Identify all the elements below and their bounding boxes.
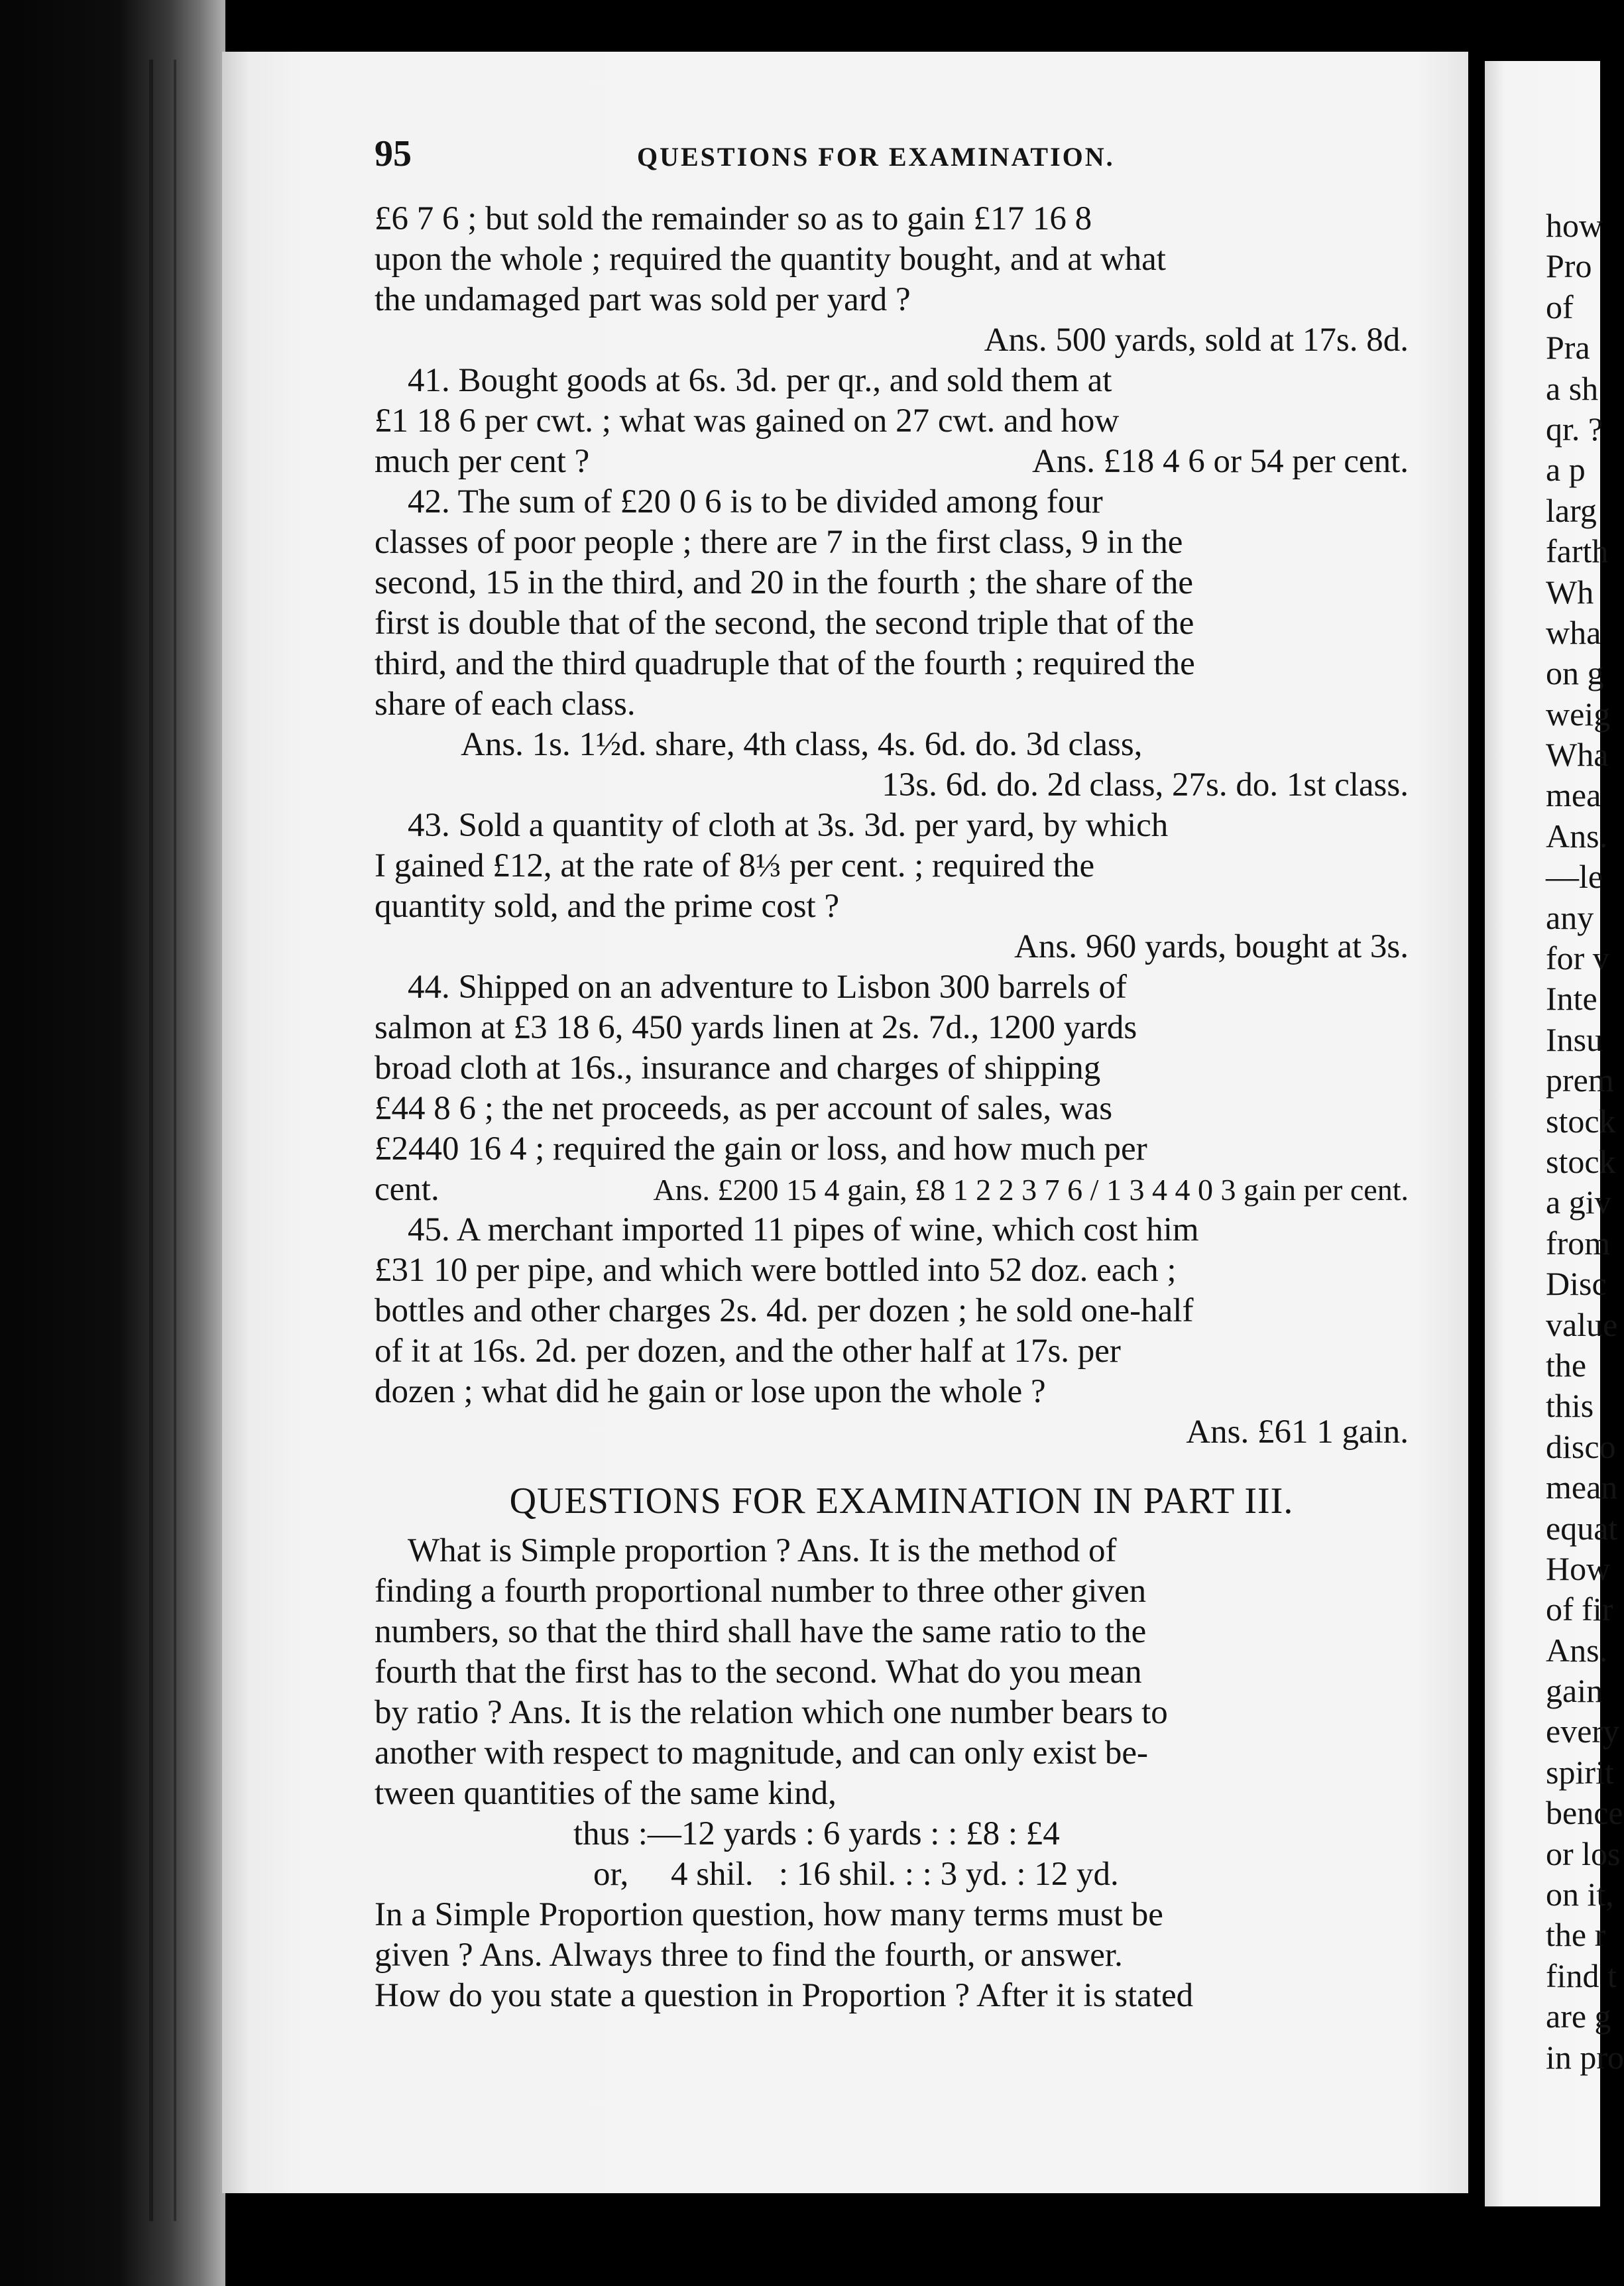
proportion-example: or, 4 shil. : 16 shil. : : 3 yd. : 12 yd.: [593, 1856, 1119, 1893]
text-line: What is Simple proportion ? Ans. It is the method of: [408, 1532, 1117, 1569]
facing-page-fragment: How: [1546, 1549, 1611, 1587]
facing-page-fragment: in pro: [1546, 2038, 1624, 2076]
facing-page-fragment: stock: [1546, 1102, 1616, 1140]
facing-page-text: [1546, 206, 1624, 2128]
facing-page-fragment: a sh: [1546, 369, 1599, 407]
text-line: In a Simple Proportion question, how many terms must be: [375, 1896, 1163, 1933]
facing-page-fragment: —le: [1546, 858, 1603, 896]
facing-page-fragment: Disc: [1546, 1265, 1607, 1303]
text-line: £31 10 per pipe, and which were bottled into 52 doz. each ;: [375, 1252, 1177, 1289]
answer-line: Ans. 1s. 1½d. share, 4th class, 4s. 6d. do. 3d class,: [461, 726, 1143, 763]
facing-page-fragment: on it,: [1546, 1876, 1614, 1913]
question-43: 43. Sold a quantity of cloth at 3s. 3d. per yard, by which: [408, 807, 1169, 844]
facing-page-fragment: of fir: [1546, 1591, 1613, 1628]
text-line: broad cloth at 16s., insurance and charges of shipping: [375, 1050, 1101, 1087]
facing-page-fragment: Ans.: [1546, 1631, 1608, 1669]
section-heading: QUESTIONS FOR EXAMINATION IN PART III.: [509, 1480, 1294, 1522]
facing-page-fragment: Pro: [1546, 247, 1592, 285]
facing-page-fragment: find t: [1546, 1956, 1617, 1994]
text-line: another with respect to magnitude, and can only exist be-: [375, 1734, 1148, 1772]
text-line: first is double that of the second, the second triple that of the: [375, 605, 1194, 642]
facing-page-fragment: farth: [1546, 532, 1609, 570]
facing-page-fragment: a giv: [1546, 1183, 1611, 1221]
facing-page-fragment: for v: [1546, 939, 1609, 977]
answer-line: Ans. 500 yards, sold at 17s. 8d.: [984, 322, 1409, 359]
text-line: £2440 16 4 ; required the gain or loss, and how much per: [375, 1130, 1147, 1168]
text-line: quantity sold, and the prime cost ?: [375, 888, 840, 925]
text-line: much per cent ? Ans. £18 4 6 or 54 per cent.: [375, 442, 1409, 482]
text-line: bottles and other charges 2s. 4d. per dozen ; he sold one-half: [375, 1292, 1194, 1329]
facing-page-fragment: every: [1546, 1713, 1620, 1750]
facing-page-fragment: of: [1546, 288, 1574, 326]
text-line: dozen ; what did he gain or lose upon the whole ?: [375, 1373, 1046, 1410]
text-line: £6 7 6 ; but sold the remainder so as to gain £17 16 8: [375, 200, 1092, 237]
facing-page-fragment: this: [1546, 1387, 1594, 1425]
facing-page-fragment: disco: [1546, 1427, 1616, 1465]
text-line: classes of poor people ; there are 7 in the first class, 9 in the: [375, 524, 1183, 561]
binding-shadow: [0, 0, 225, 2286]
text-line: I gained £12, at the rate of 8⅓ per cent. ; required the: [375, 847, 1095, 884]
binding-streak: [149, 60, 153, 2221]
binding-streak: [174, 60, 176, 2221]
running-title: QUESTIONS FOR EXAMINATION.: [637, 142, 1115, 172]
text-line: of it at 16s. 2d. per dozen, and the other half at 17s. per: [375, 1333, 1121, 1370]
facing-page-fragment: or los: [1546, 1835, 1621, 1872]
facing-page-fragment: value: [1546, 1305, 1618, 1343]
facing-page-fragment: on g: [1546, 654, 1604, 692]
text-line: second, 15 in the third, and 20 in the fourth ; the share of the: [375, 564, 1194, 601]
facing-page-fragment: Insu: [1546, 1020, 1603, 1058]
facing-page-fragment: any: [1546, 898, 1594, 936]
facing-page-fragment: Wha: [1546, 736, 1609, 774]
answer-line: Ans. 960 yards, bought at 3s.: [1014, 928, 1409, 965]
page-number: 95: [375, 133, 412, 174]
facing-page-fragment: prem: [1546, 1061, 1614, 1099]
page-text: [375, 199, 1409, 2016]
facing-page-fragment: mean: [1546, 1469, 1618, 1506]
text-line: share of each class.: [375, 686, 636, 723]
facing-page-fragment: Pra: [1546, 329, 1590, 367]
text-line: upon the whole ; required the quantity bought, and at what: [375, 241, 1166, 278]
text-line: given ? Ans. Always three to find the fourth, or answer.: [375, 1937, 1123, 1974]
text-line: numbers, so that the third shall have the same ratio to the: [375, 1613, 1147, 1650]
facing-page-fragment: equat: [1546, 1509, 1618, 1547]
question-41: 41. Bought goods at 6s. 3d. per qr., and sold them at: [408, 362, 1112, 399]
facing-page-fragment: Wh: [1546, 573, 1594, 611]
facing-page-fragment: stock: [1546, 1142, 1616, 1180]
text-line: the undamaged part was sold per yard ?: [375, 281, 911, 318]
text-line: third, and the third quadruple that of the fourth ; required the: [375, 645, 1195, 682]
question-44: 44. Shipped on an adventure to Lisbon 300 barrels of: [408, 969, 1127, 1006]
question-45: 45. A merchant imported 11 pipes of wine, which cost him: [408, 1211, 1199, 1248]
answer-text: Ans. £200 15 4 gain, £8 1 2 2 3 7 6 / 1 3 4 4 0 3 gain per cent.: [653, 1173, 1409, 1207]
text-line: finding a fourth proportional number to three other given: [375, 1573, 1147, 1610]
text-line: £44 8 6 ; the net proceeds, as per account of sales, was: [375, 1090, 1113, 1127]
text-line: salmon at £3 18 6, 450 yards linen at 2s. 7d., 1200 yards: [375, 1009, 1137, 1046]
facing-page-fragment: how: [1546, 207, 1603, 244]
facing-page-fragment: wha: [1546, 613, 1601, 651]
text-line: How do you state a question in Proportion ? After it is stated: [375, 1977, 1194, 2014]
facing-page-fragment: a p: [1546, 451, 1586, 489]
text-line: fourth that the first has to the second. What do you mean: [375, 1654, 1142, 1691]
question-42: 42. The sum of £20 0 6 is to be divided among four: [408, 483, 1103, 520]
answer-line: Ans. £61 1 gain.: [1186, 1414, 1409, 1451]
facing-page-fragment: mea: [1546, 776, 1601, 814]
facing-page-fragment: from: [1546, 1224, 1611, 1262]
answer-text: Ans. £18 4 6 or 54 per cent.: [1032, 443, 1409, 480]
facing-page-fragment: spirit: [1546, 1753, 1614, 1791]
facing-page-fragment: gain: [1546, 1672, 1603, 1710]
text-line: cent. Ans. £200 15 4 gain, £8 1 2 2 3 7 6 / 1 3 4 4 0 3 gain per cent.: [375, 1170, 1409, 1210]
proportion-example: thus :—12 yards : 6 yards : : £8 : £4: [573, 1815, 1060, 1852]
facing-page-fragment: the r: [1546, 1916, 1606, 1954]
facing-page-fragment: larg: [1546, 491, 1597, 529]
facing-page-fragment: Inte: [1546, 980, 1597, 1018]
facing-page-fragment: are g: [1546, 1998, 1611, 2035]
text-line: by ratio ? Ans. It is the relation which one number bears to: [375, 1694, 1168, 1731]
running-head: [375, 133, 1143, 179]
facing-page-fragment: the: [1546, 1346, 1587, 1384]
facing-page-fragment: weig: [1546, 695, 1611, 733]
facing-page-fragment: bence: [1546, 1794, 1623, 1832]
facing-page-fragment: Ans.: [1546, 817, 1608, 855]
text-line: £1 18 6 per cwt. ; what was gained on 27 cwt. and how: [375, 402, 1120, 440]
answer-line: 13s. 6d. do. 2d class, 27s. do. 1st class.: [882, 766, 1409, 804]
text-line: tween quantities of the same kind,: [375, 1775, 837, 1812]
facing-page-fragment: qr. ?: [1546, 410, 1603, 448]
